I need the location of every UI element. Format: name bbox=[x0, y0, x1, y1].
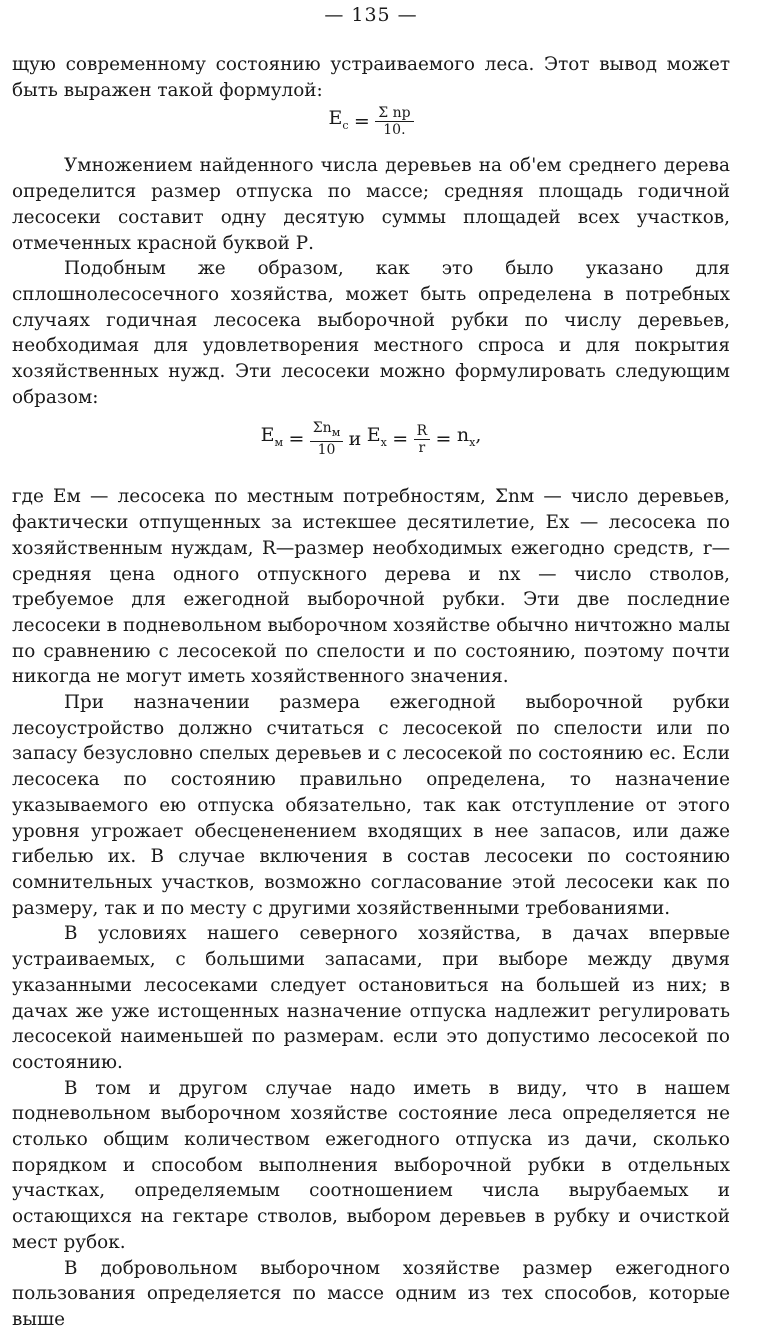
formula-ex-denominator: r bbox=[418, 439, 426, 456]
page-number: — 135 — bbox=[324, 4, 418, 26]
paragraph-6: В условиях нашего северного хозяйства, в дачах впервые устраиваемых, с большими запасами, при выборе между двумя указанными лесосеками следует остановиться на большей из них; в дачах же уже истощенных назначение отпуска надлежит регулировать лесосекой наименьшей по размерам. если это допустимо лесосекой по состоянию. bbox=[12, 923, 730, 1073]
formula-conjunction: и bbox=[348, 428, 362, 451]
formula-ex-numerator: R bbox=[414, 423, 431, 440]
formula-em-ex bbox=[12, 420, 730, 476]
formula-ex-lhs: $E_x$ bbox=[366, 424, 387, 450]
formula-ex-fraction bbox=[414, 423, 431, 456]
formula-ec-fraction bbox=[375, 105, 413, 138]
formula-em-fraction bbox=[310, 420, 343, 458]
formula-ec bbox=[12, 105, 730, 147]
paragraph-4: где Eм — лесосека по местным потребностям, Σnм — число деревьев, фактически отпущенных за истекшее десятилетие, Eх — лесосека по хозяйственным нуждам, R—размер необходимых ежегодно средств, r—средняя цена одного отпускного дерева и nх — число стволов, требуемое для ежегодной выборочной рубки. Эти две последние лесосеки в подневольном выборочном хозяйстве обычно ничтожно малы по сравнению с лесосекой по спелости и по состоянию, поэтому почти никогда не могут иметь хозяйственного значения. bbox=[12, 486, 730, 688]
paragraph-5: При назначении размера ежегодной выборочной рубки лесоустройство должно считаться с лесосекой по спелости или по запасу безусловно спелых деревьев и с лесосекой по состоянию ec. Если лесосека по состоянию правильно определена, то назначение указываемого ею отпуска обязательно, так как отступление от этого уровня угрожает обесцененением входящих в нее запасов, или даже гибелью их. В случае включения в состав лесосеки по состоянию сомнительных участков, возможно согласование этой лесосеки как по размеру, так и по месту с другими хозяйственными требованиями. bbox=[12, 692, 730, 919]
formula-ec-lhs: $E_c$ bbox=[328, 107, 349, 132]
formula-ex-equals: = bbox=[392, 428, 409, 451]
formula-ec-numerator: Σ np bbox=[375, 105, 413, 122]
paragraph-8: В добровольном выборочном хозяйстве размер ежегодного пользования определяется по массе одним из тех способов, которые выше bbox=[12, 1257, 730, 1330]
formula-em-numerator: $\Sigma n_м$ bbox=[310, 420, 343, 442]
formula-ec-denominator: 10. bbox=[383, 122, 406, 139]
formula-nx: $n_x$, bbox=[456, 424, 482, 450]
paragraph-3: Подобным же образом, как это было указано для сплошнолесосечного хозяйства, может быть определена в потребных случаях годичная лесосека выборочной рубки по числу деревьев, необходимая для удовлетворения местного спроса и для покрытия хозяйственных нужд. Эти лесосеки можно формулировать следующим образом: bbox=[12, 258, 730, 408]
formula-em-equals: = bbox=[288, 428, 305, 451]
book-page bbox=[12, 0, 730, 1330]
formula-nx-equals: = bbox=[435, 428, 452, 451]
page-text bbox=[12, 52, 730, 1333]
formula-em-denominator: 10 bbox=[317, 442, 336, 459]
paragraph-1: щую современному состоянию устраиваемого леса. Этот вывод может быть выражен такой формулой: bbox=[12, 54, 730, 101]
paragraph-7: В том и другом случае надо иметь в виду, что в нашем подневольном выборочном хозяйстве состояние леса определяется не столько общим количеством ежегодного отпуска из дачи, сколько порядком и способом выполнения выборочной рубки в отдельных участках, определяемым соотношением числа вырубаемых и остающихся на гектаре стволов, выбором деревьев в рубку и очисткой мест рубок. bbox=[12, 1077, 730, 1253]
paragraph-2: Умножением найденного числа деревьев на об'ем среднего дерева определится размер отпуска по массе; средняя площадь годичной лесосеки составит одну десятую суммы площадей всех участков, отмеченных красной буквой Р. bbox=[12, 155, 730, 254]
formula-em-lhs: $E_м$ bbox=[260, 424, 284, 450]
formula-ec-equals: = bbox=[353, 110, 370, 133]
